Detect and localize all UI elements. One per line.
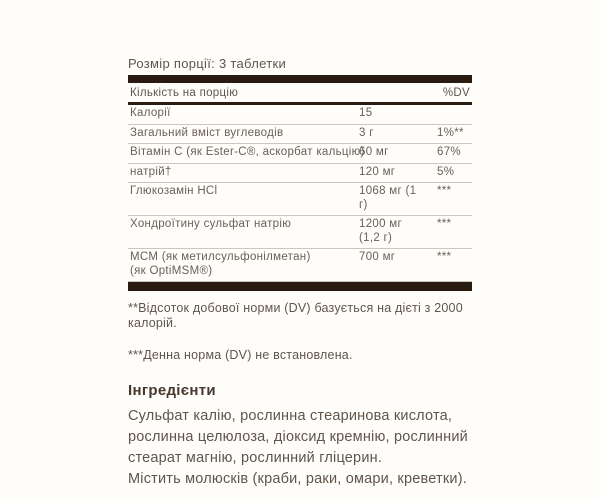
facts-header-row [128, 83, 472, 105]
nutrient-dv: *** [437, 218, 452, 230]
allergen-statement: Містить молюсків (краби, раки, омари, креветки). [128, 471, 467, 487]
nutrient-amount: 15 [359, 107, 373, 119]
nutrient-amount: 60 мг [359, 146, 389, 158]
nutrient-name: Хондроїтину сульфат натрію [130, 218, 292, 230]
nutrient-dv: *** [437, 251, 452, 263]
table-row [128, 164, 472, 184]
nutrient-name: натрій† [130, 165, 172, 178]
nutrient-dv: 1%** [437, 126, 464, 139]
nutrient-amount: 3 г [359, 126, 374, 139]
nutrient-dv: *** [437, 185, 452, 197]
nutrient-name [128, 251, 359, 278]
table-row [128, 216, 472, 249]
table-row [128, 105, 472, 125]
table-row [128, 125, 472, 145]
nutrient-name: Вітамін C (як Ester-C®, аскорбат кальцію) [130, 146, 365, 158]
table-row [128, 183, 472, 216]
table-row [128, 249, 472, 282]
nutrient-amount: 1068 мг (1 г) [359, 185, 417, 211]
nutrient-dv [437, 107, 472, 121]
table-row [128, 144, 472, 164]
nutrient-name: Калорії [130, 107, 171, 119]
nutrient-amount: 120 мг [359, 165, 396, 178]
thick-divider-top [128, 75, 472, 83]
nutrient-name-line1: МСМ (як метилсульфонілметан) [130, 251, 311, 263]
ingredients-heading: Інгредієнти [128, 382, 216, 399]
nutrient-dv: 67% [437, 146, 461, 158]
footnote-dv-not-established: ***Денна норма (DV) не встановлена. [128, 348, 353, 362]
nutrient-name: Глюкозамін HCl [130, 185, 218, 197]
nutrient-amount: 700 мг [359, 251, 396, 263]
nutrient-name: Загальний вміст вуглеводів [130, 126, 284, 139]
ingredients-text: Сульфат калію, рослинна стеаринова кислота, рослинна целюлоза, діоксид кремнію, рослинний стеарат магнію, рослинний гліцерин. [128, 408, 468, 466]
serving-size-text: Розмір порції: 3 таблетки [128, 56, 287, 71]
nutrient-dv: 5% [437, 165, 455, 178]
nutrient-amount: 1200 мг (1,2 г) [359, 218, 402, 244]
supplement-facts-label [128, 56, 472, 490]
thick-divider-bottom [128, 282, 472, 291]
header-dv: %DV [442, 87, 470, 99]
footnote-dv-basis: **Відсоток добової норми (DV) базується на дієті з 2000 калорій. [128, 301, 463, 330]
nutrient-name-line2: (як OptiMSM®) [130, 264, 213, 277]
header-amount-per-serving: Кількість на порцію [130, 87, 239, 99]
